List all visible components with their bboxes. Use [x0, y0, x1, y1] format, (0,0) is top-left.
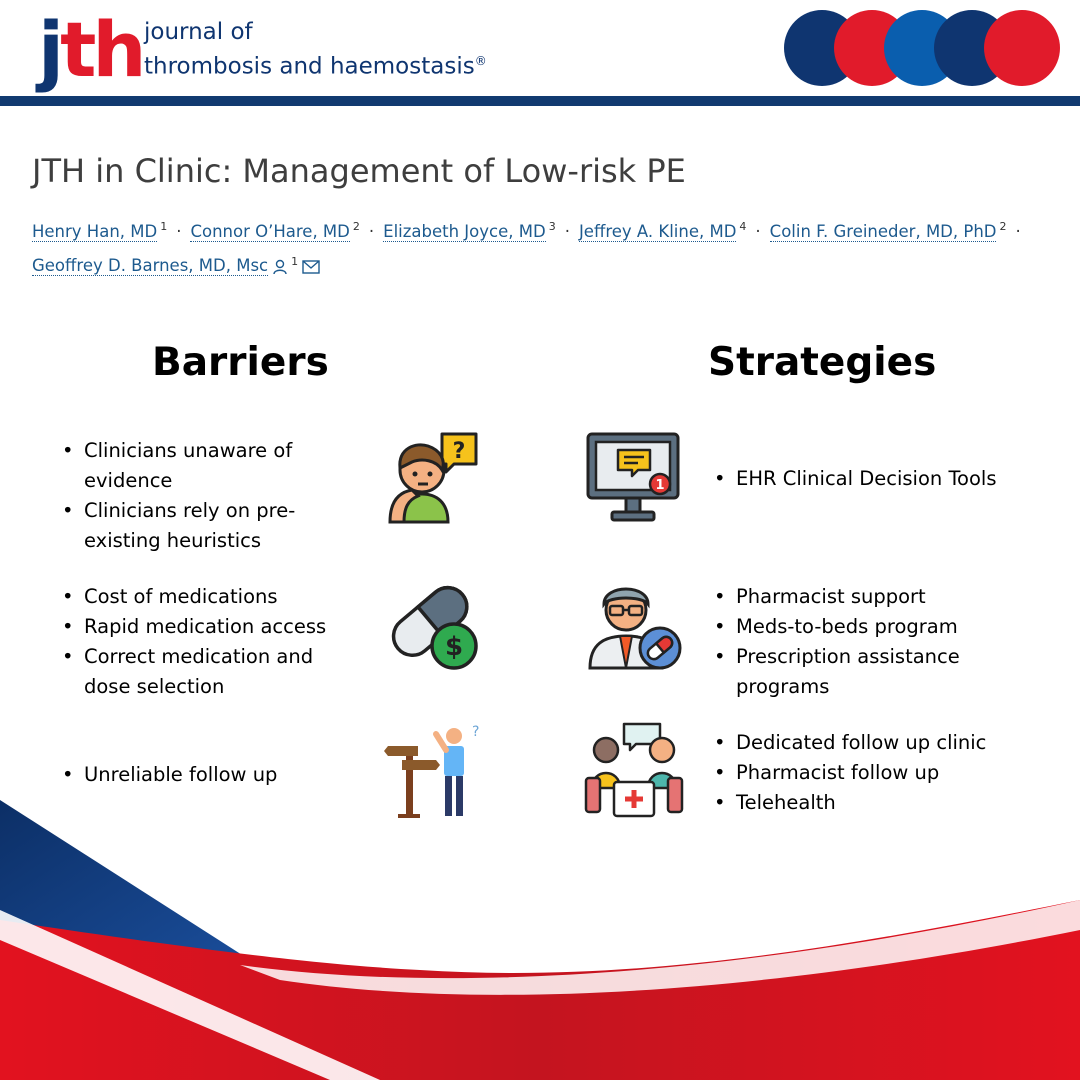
email-icon[interactable] — [302, 260, 320, 274]
author-link[interactable]: Elizabeth Joyce, MD $^3$ — [383, 220, 556, 241]
confused-person-icon — [382, 430, 482, 526]
journal-name-line1: journal of — [144, 19, 253, 45]
list-item: • Dedicated follow up clinic — [712, 728, 1052, 758]
decorative-swoosh — [0, 790, 1080, 1080]
list-item: • Cost of medications — [60, 582, 360, 612]
author-link[interactable]: Colin F. Greineder, MD, PhD $^2$ — [769, 220, 1007, 241]
person-icon[interactable] — [272, 259, 288, 275]
list-item: • Prescription assistance programs — [712, 642, 1052, 702]
list-item: • Telehealth — [712, 788, 1052, 818]
list-item: • EHR Clinical Decision Tools — [712, 464, 1052, 494]
jth-logo: jth — [38, 5, 143, 94]
svg-text:?: ? — [472, 724, 480, 740]
author-link[interactable]: Geoffrey D. Barnes, MD, Msc — [32, 256, 269, 275]
article-title: JTH in Clinic: Management of Low-risk PE — [32, 152, 686, 190]
list-item: • Correct medication and dose selection — [60, 642, 360, 702]
journal-header — [0, 0, 1080, 96]
brand-circles — [784, 10, 1060, 86]
list-item: • Rapid medication access — [60, 612, 360, 642]
svg-text:?: ? — [452, 439, 466, 464]
author-list: Henry Han, MD $^1$ · Connor O’Hare, MD $^2$ · Elizabeth Joyce, MD $^3$ · Jeffrey A. Kline, MD $^4$ · Colin F. Greineder, MD, PhD $^2$ · Geoffrey D. Barnes, MD, Msc $^1$ — [32, 220, 1021, 275]
author-link[interactable]: Connor O’Hare, MD $^2$ — [190, 220, 360, 241]
author-link[interactable]: Henry Han, MD $^1$ — [32, 220, 168, 241]
barriers-list-1 — [60, 436, 350, 556]
ehr-monitor-icon — [584, 430, 684, 526]
barriers-heading: Barriers — [152, 340, 329, 385]
author-link[interactable]: Jeffrey A. Kline, MD $^4$ — [578, 220, 747, 241]
list-item: • Clinicians rely on pre-existing heuristics — [60, 496, 350, 556]
pharmacist-icon — [584, 574, 684, 672]
list-item: • Pharmacist follow up — [712, 758, 1052, 788]
list-item: • Clinicians unaware of evidence — [60, 436, 350, 496]
list-item: • Unreliable follow up — [60, 760, 360, 790]
barriers-list-3 — [60, 760, 360, 790]
list-item: • Pharmacist support — [712, 582, 1052, 612]
svg-text:1: 1 — [655, 478, 665, 493]
barriers-list-2 — [60, 582, 360, 702]
list-item: • Meds-to-beds program — [712, 612, 1052, 642]
svg-text:$: $ — [444, 632, 464, 662]
journal-name — [144, 18, 487, 82]
registered-mark: ® — [474, 54, 487, 68]
pill-dollar-icon — [382, 576, 482, 672]
journal-name-line2: thrombosis and haemostasis® — [144, 53, 487, 80]
header-rule — [0, 96, 1080, 106]
strategies-list-1 — [712, 464, 1052, 494]
strategies-heading: Strategies — [708, 340, 937, 385]
strategies-list-2 — [712, 582, 1052, 702]
